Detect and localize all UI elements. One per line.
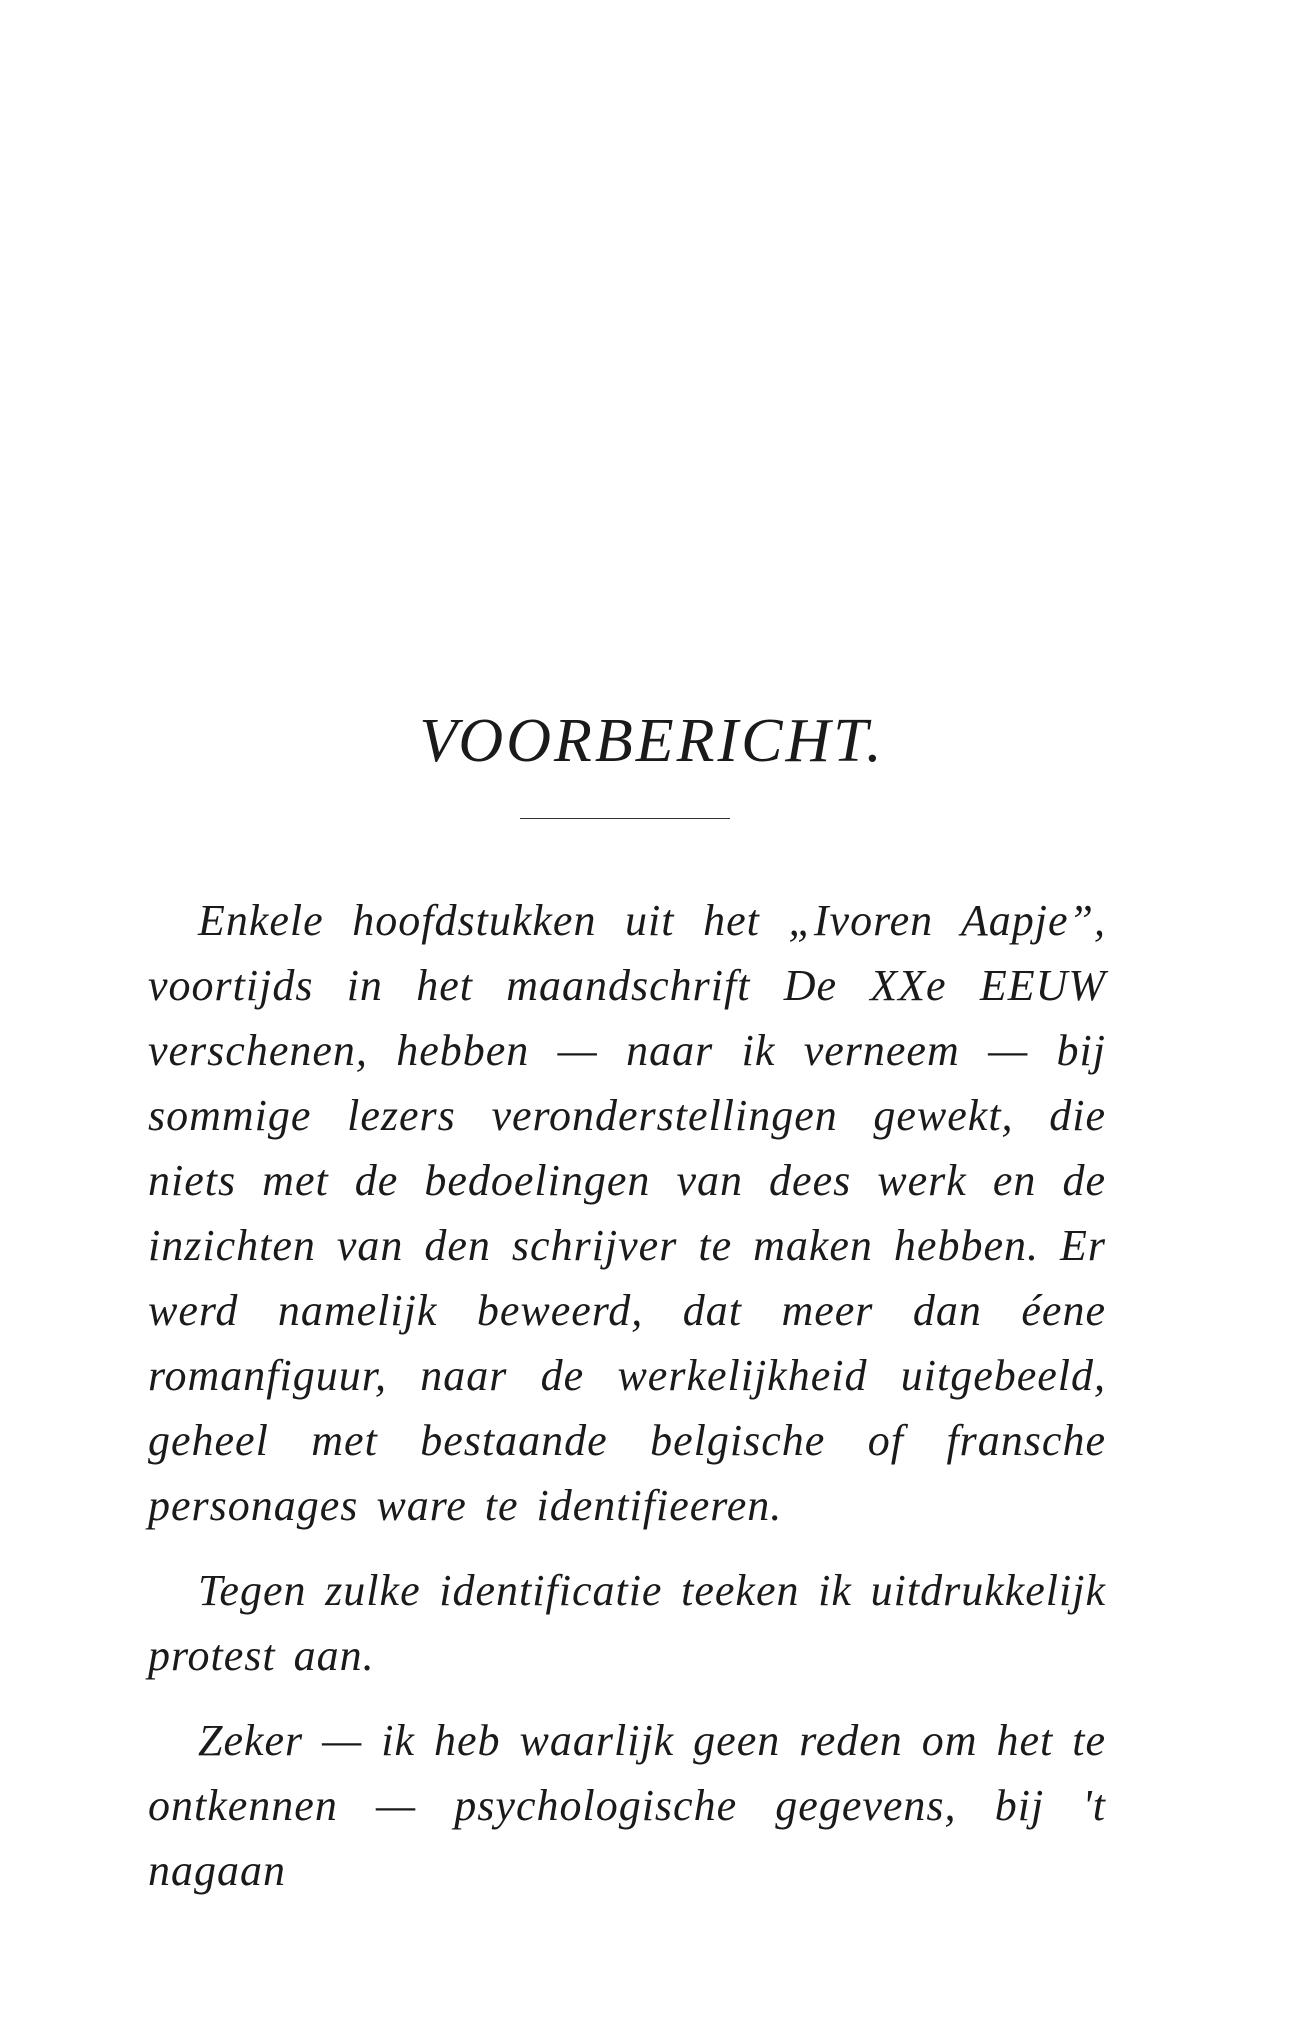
paragraph-1: Enkele hoofdstukken uit het „Ivoren Aapje”, voortijds in het maandschrift De XXe EEUW verschenen, hebben — naar ik verneem — bij sommige lezers veronderstellingen gewekt, die niets met de bedoelingen van dees werk en de inzichten van den schrijver te maken hebben. Er werd namelijk beweerd, dat meer dan éene romanfiguur, naar de werkelijkheid uitgebeeld, geheel met bestaande belgische of fransche personages ware te identifieeren.: [148, 896, 1106, 1530]
paragraph-2: Tegen zulke identificatie teeken ik uitdrukkelijk protest aan.: [148, 1566, 1106, 1680]
document-body: [148, 888, 1106, 1923]
paragraph-3: Zeker — ik heb waarlijk geen reden om het te ontkennen — psychologische gegevens, bij 't nagaan: [148, 1716, 1106, 1895]
page-title: VOORBERICHT.: [419, 707, 885, 775]
title-divider: [520, 818, 730, 819]
